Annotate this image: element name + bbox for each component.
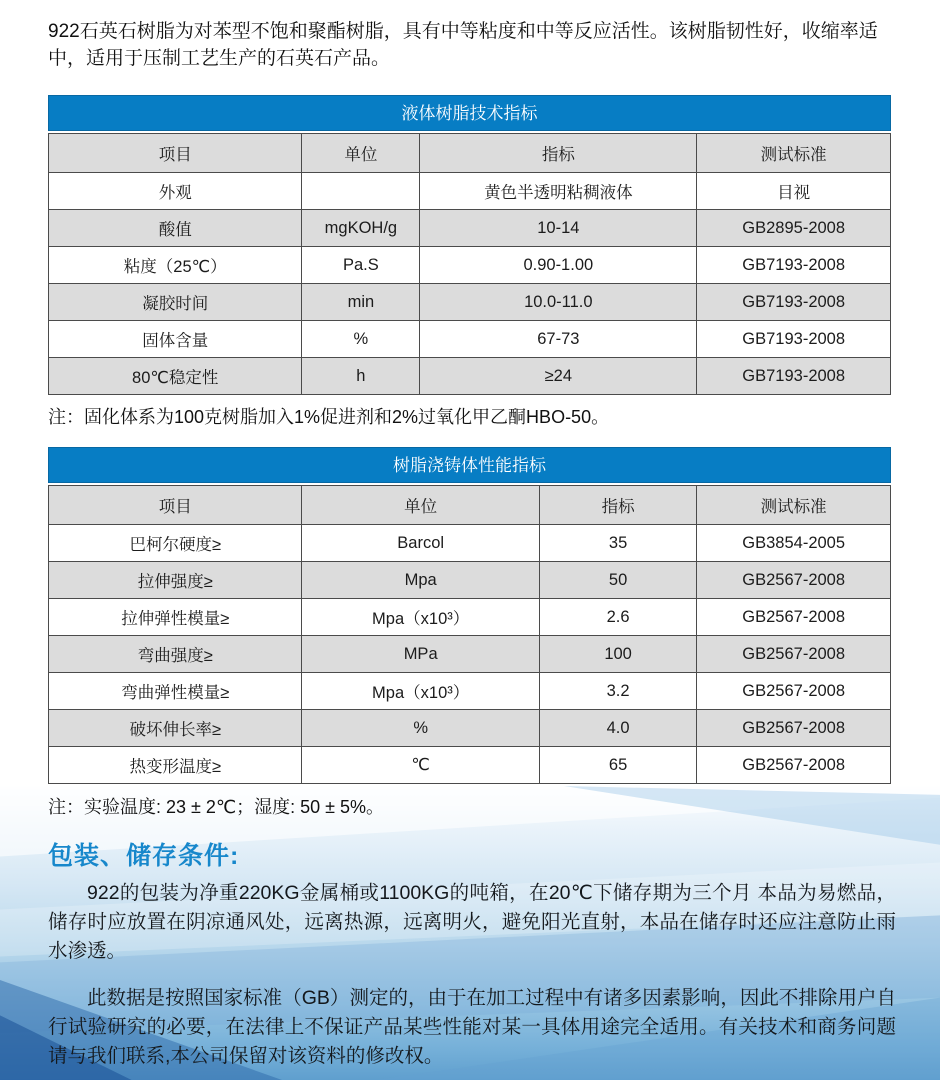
- table-cell: ℃: [302, 747, 539, 784]
- table-header-cell: 测试标准: [697, 134, 891, 173]
- table-cell: GB2567-2008: [697, 599, 891, 636]
- liquid-resin-spec-table: [48, 95, 891, 395]
- table-cell: Mpa（x10³）: [302, 673, 539, 710]
- table-header-cell: 指标: [420, 134, 697, 173]
- table-cell: 3.2: [539, 673, 696, 710]
- table-cell: 弯曲强度≥: [49, 636, 302, 673]
- table-row: [49, 247, 891, 284]
- spec-table: [48, 485, 891, 784]
- table-cell: %: [302, 321, 420, 358]
- table-cell: 2.6: [539, 599, 696, 636]
- table-cell: GB2567-2008: [697, 562, 891, 599]
- table-cell: Mpa: [302, 562, 539, 599]
- table-row: [49, 673, 891, 710]
- table-cell: 巴柯尔硬度≥: [49, 525, 302, 562]
- casting-performance-table: [48, 447, 891, 784]
- table-cell: GB7193-2008: [697, 321, 891, 358]
- table-cell: mgKOH/g: [302, 210, 420, 247]
- table-row: [49, 636, 891, 673]
- table-header-cell: 指标: [539, 486, 696, 525]
- disclaimer-paragraph: 此数据是按照国家标准（GB）测定的，由于在加工过程中有诸多因素影响，因此不排除用户自行试验研究的必要，在法律上不保证产品某些性能对某一具体用途完全适用。有关技术和商务问题请与我们联系,本公司保留对该资料的修改权。: [48, 987, 896, 1067]
- table-cell: Pa.S: [302, 247, 420, 284]
- table-header-cell: 项目: [49, 134, 302, 173]
- table-row: [49, 599, 891, 636]
- table-cell: 酸值: [49, 210, 302, 247]
- table-cell: Mpa（x10³）: [302, 599, 539, 636]
- table-cell: 4.0: [539, 710, 696, 747]
- table-cell: 拉伸弹性模量≥: [49, 599, 302, 636]
- table-cell: 弯曲弹性模量≥: [49, 673, 302, 710]
- table-row: [49, 173, 891, 210]
- table-row: [49, 321, 891, 358]
- table-cell: 拉伸强度≥: [49, 562, 302, 599]
- table-cell: GB7193-2008: [697, 358, 891, 395]
- table-cell: 凝胶时间: [49, 284, 302, 321]
- test-conditions-note: 注：实验温度: 23 ± 2℃；湿度: 50 ± 5%。: [48, 797, 385, 817]
- table-cell: 目视: [697, 173, 891, 210]
- table-cell: GB2895-2008: [697, 210, 891, 247]
- table-cell: ≥24: [420, 358, 697, 395]
- table-cell: 0.90-1.00: [420, 247, 697, 284]
- table-header-row: [49, 486, 891, 525]
- table-cell: 外观: [49, 173, 302, 210]
- table-cell: 固体含量: [49, 321, 302, 358]
- table-cell: GB3854-2005: [697, 525, 891, 562]
- table-cell: 破坏伸长率≥: [49, 710, 302, 747]
- table-title: 液体树脂技术指标: [48, 95, 891, 131]
- table-header-cell: 测试标准: [697, 486, 891, 525]
- table-cell: GB7193-2008: [697, 284, 891, 321]
- table-header-cell: 项目: [49, 486, 302, 525]
- table-cell: MPa: [302, 636, 539, 673]
- table-cell: [302, 173, 420, 210]
- table-header-cell: 单位: [302, 486, 539, 525]
- table-cell: 35: [539, 525, 696, 562]
- table-cell: 热变形温度≥: [49, 747, 302, 784]
- table-header-cell: 单位: [302, 134, 420, 173]
- table-cell: GB2567-2008: [697, 710, 891, 747]
- table-cell: 100: [539, 636, 696, 673]
- table-row: [49, 210, 891, 247]
- table-cell: GB2567-2008: [697, 747, 891, 784]
- table-cell: min: [302, 284, 420, 321]
- table-title: 树脂浇铸体性能指标: [48, 447, 891, 483]
- table-row: [49, 562, 891, 599]
- table-header-row: [49, 134, 891, 173]
- table-cell: %: [302, 710, 539, 747]
- table-row: [49, 525, 891, 562]
- product-intro-paragraph: 922石英石树脂为对苯型不饱和聚酯树脂，具有中等粘度和中等反应活性。该树脂韧性好，收缩率适中，适用于压制工艺生产的石英石产品。: [48, 21, 878, 69]
- table-cell: 65: [539, 747, 696, 784]
- table-cell: 50: [539, 562, 696, 599]
- table-cell: GB2567-2008: [697, 636, 891, 673]
- table-cell: h: [302, 358, 420, 395]
- table-row: [49, 284, 891, 321]
- table-cell: GB2567-2008: [697, 673, 891, 710]
- curing-system-note: 注：固化体系为100克树脂加入1%促进剂和2%过氧化甲乙酮HBO-50。: [48, 407, 610, 427]
- storage-section-heading: 包装、储存条件:: [48, 842, 240, 870]
- table-row: [49, 710, 891, 747]
- table-cell: 黄色半透明粘稠液体: [420, 173, 697, 210]
- spec-table: [48, 133, 891, 395]
- table-cell: 10.0-11.0: [420, 284, 697, 321]
- table-row: [49, 358, 891, 395]
- table-cell: GB7193-2008: [697, 247, 891, 284]
- table-cell: 67-73: [420, 321, 697, 358]
- table-cell: 80℃稳定性: [49, 358, 302, 395]
- table-cell: 粘度（25℃）: [49, 247, 302, 284]
- table-cell: 10-14: [420, 210, 697, 247]
- packaging-storage-paragraph: 922的包装为净重220KG金属桶或1100KG的吨箱，在20℃下储存期为三个月 本品为易燃品，储存时应放置在阴凉通风处，远离热源，远离明火，避免阳光直射，本品在储存时还应注意防止雨水渗透。: [48, 882, 896, 962]
- table-cell: Barcol: [302, 525, 539, 562]
- table-row: [49, 747, 891, 784]
